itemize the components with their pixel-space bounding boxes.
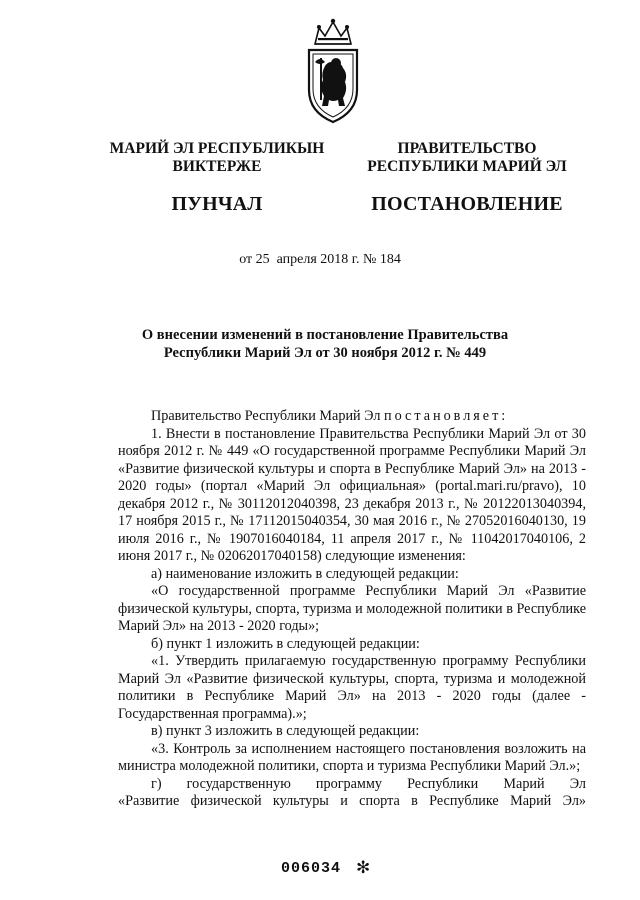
date-month-year: апреля 2018 г. № — [276, 252, 377, 267]
intro-text: Правительство Республики Марий Эл — [151, 408, 381, 424]
document-title — [110, 326, 540, 362]
paragraph-v-quote: «3. Контроль за исполнением настоящего постановления возложить на министра молодежной политики, спорта и туризма Республики Марий Эл.»; — [118, 740, 586, 774]
title-line2: Республики Марий Эл от 30 ноября 2012 г. № 449 — [163, 345, 487, 361]
footer-mark-icon: ✻ — [356, 858, 371, 877]
date-line — [0, 252, 640, 268]
paragraph-g-line1: г) государственную программу Республики Марий Эл — [151, 775, 586, 792]
paragraph-a-quote: «О государственной программе Республики Марий Эл «Развитие физической культуры, спорта, туризма и молодежной политики в Республике Марий Эл» на 2013 - 2020 годы»; — [118, 583, 586, 634]
header-right-title: ПОСТАНОВЛЕНИЕ — [371, 193, 563, 215]
header-right — [352, 140, 582, 216]
paragraph-a: а) наименование изложить в следующей редакции: — [151, 565, 459, 582]
intro-spaced: постановляет: — [383, 408, 509, 424]
document-body — [118, 408, 586, 811]
coat-of-arms-icon — [301, 18, 365, 124]
header-left — [92, 140, 342, 216]
header-left-line1: МАРИЙ ЭЛ РЕСПУБЛИКЫН — [109, 140, 325, 157]
paragraph-v: в) пункт 3 изложить в следующей редакции: — [151, 723, 420, 739]
title-line1: О внесении изменений в постановление Правительства — [141, 327, 509, 343]
intro-paragraph — [118, 408, 586, 426]
header-right-line1: ПРАВИТЕЛЬСТВО — [397, 140, 537, 157]
paragraph-g-line2: «Развитие физической культуры и спорта в Республике Марий Эл» — [118, 793, 586, 809]
header-right-line2: РЕСПУБЛИКИ МАРИЙ ЭЛ — [367, 158, 567, 175]
date-day: 25 — [255, 252, 270, 267]
paragraph-1: 1. Внести в постановление Правительства Республики Марий Эл от 30 ноября 2012 г. № 449 «О государственной программе Республики Марий Эл «Развитие физической культуры и спорта в Республике Марий Эл» на 2013 - 2020 годы» (портал «Марий Эл официальная» (portal.mari.ru/pravo), 10 декабря 2012 г., № 30112012040398, 23 декабря 2013 г., № 20122013040394, 17 ноября 2015 г., № 17112015040354, 30 мая 2016 г., № 27052016040130, 19 июля 2016 г., № 1907016040184, 11 апреля 2017 г., № 11042017040106, 2 июня 2017 г., № 02062017040158) следующие изменения: — [118, 425, 586, 564]
date-prefix: от — [239, 252, 253, 267]
paragraph-b-quote: «1. Утвердить прилагаемую государственную программу Республики Марий Эл «Развитие физической культуры, спорта, туризма и молодежной политики в Республике Марий Эл» на 2013 - 2020 годы (далее - Государственная программа).»; — [118, 653, 586, 722]
header-left-line2: ВИКТЕРЖЕ — [172, 158, 262, 175]
date-number: 184 — [379, 252, 401, 267]
serial-number: 006034 — [281, 860, 342, 877]
header-left-title: ПУНЧАЛ — [171, 193, 263, 215]
paragraph-b: б) пункт 1 изложить в следующей редакции: — [151, 635, 420, 652]
